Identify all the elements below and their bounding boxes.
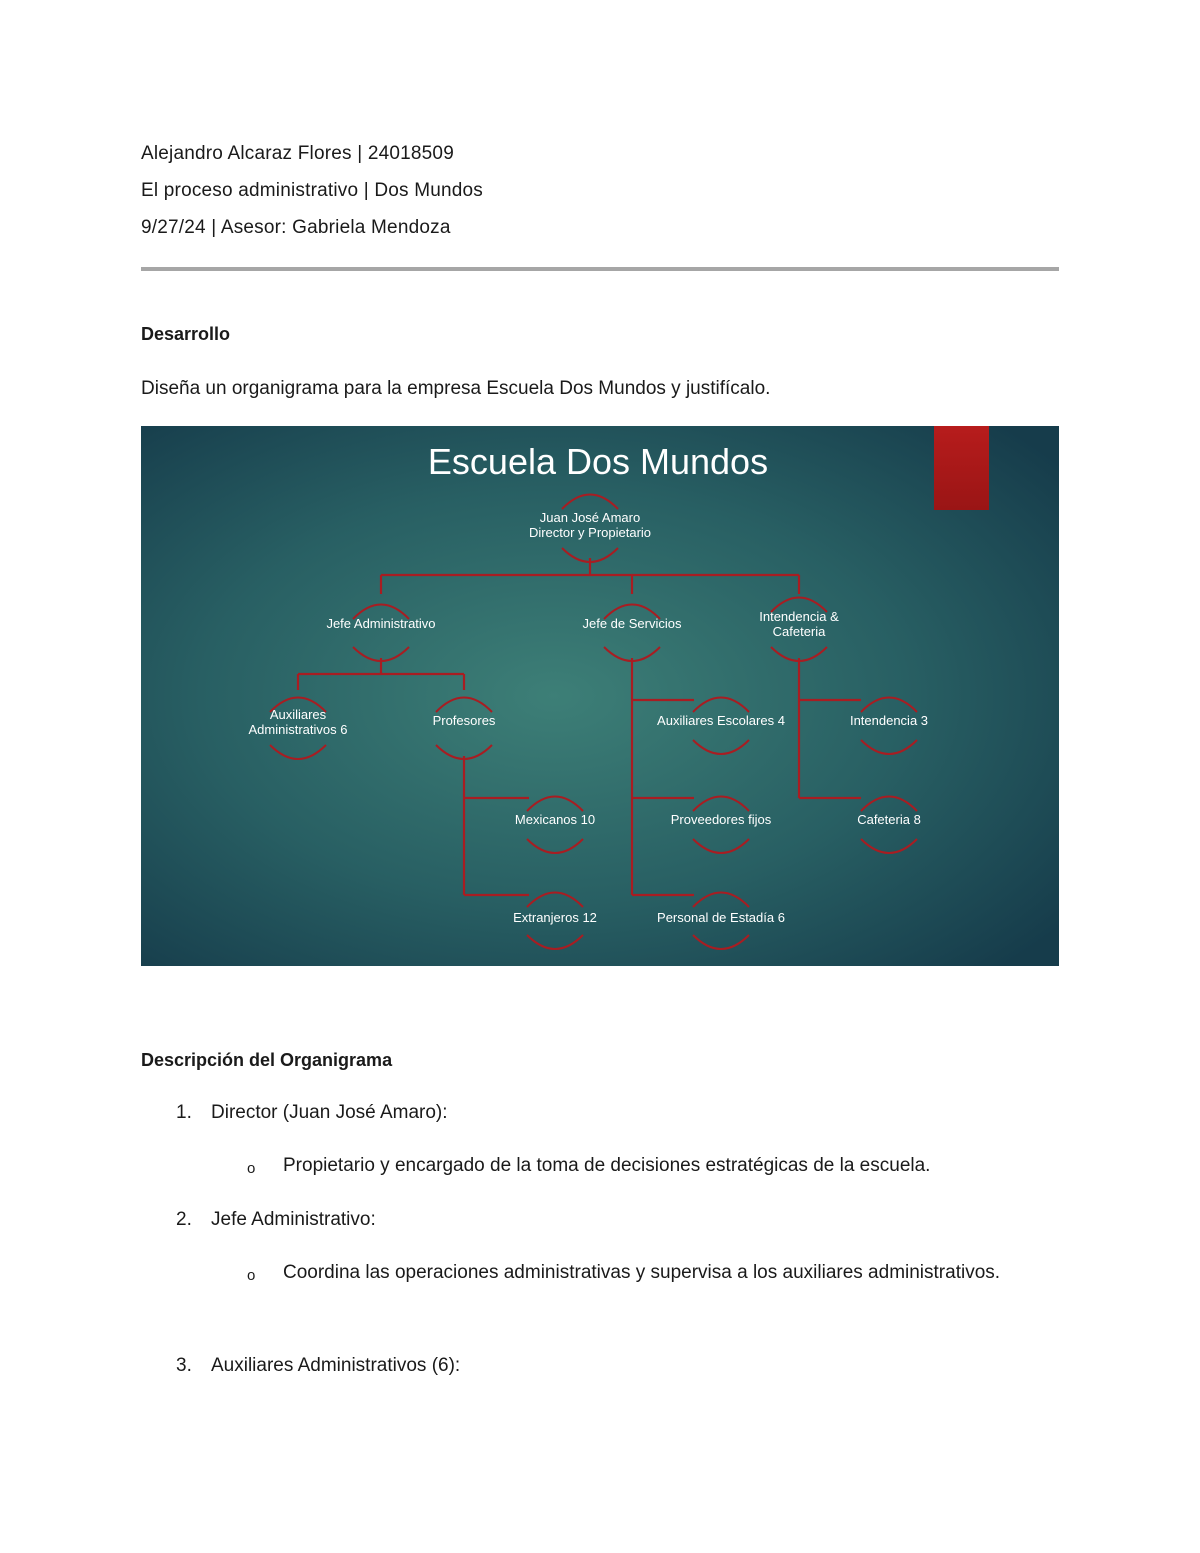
bullet-marker: o — [247, 1160, 256, 1177]
node-intendencia-cafeteria-l2: Cafeteria — [772, 624, 826, 639]
node-cafeteria: Cafeteria 8 — [857, 812, 921, 827]
section-heading-desarrollo: Desarrollo — [141, 324, 231, 344]
accent-bar — [934, 426, 989, 510]
slide-background — [141, 426, 1059, 966]
list-item-bullet-1: Propietario y encargado de la toma de decisiones estratégicas de la escuela. — [283, 1155, 931, 1176]
header-course: El proceso administrativo | Dos Mundos — [141, 180, 484, 201]
node-mexicanos: Mexicanos 10 — [514, 812, 596, 827]
horizontal-rule — [141, 267, 1059, 271]
node-jefe-servicios: Jefe de Servicios — [582, 616, 682, 631]
node-auxiliares-admin-l2: Administrativos 6 — [248, 722, 348, 737]
list-item-title-1: Director (Juan José Amaro): — [211, 1102, 448, 1123]
node-director-role: Director y Propietario — [528, 525, 652, 540]
node-director-name: Juan José Amaro — [539, 510, 641, 525]
org-chart-image — [141, 426, 1059, 966]
list-item-number-3: 3. — [176, 1355, 192, 1376]
node-auxiliares-admin-l1: Auxiliares — [269, 707, 327, 722]
list-item-number-1: 1. — [176, 1102, 192, 1123]
section-heading-descripcion: Descripción del Organigrama — [141, 1050, 393, 1070]
node-profesores: Profesores — [432, 713, 496, 728]
node-intendencia: Intendencia 3 — [849, 713, 929, 728]
node-proveedores: Proveedores fijos — [670, 812, 772, 827]
node-intendencia-cafeteria-l1: Intendencia & — [759, 609, 839, 624]
node-auxiliares-escolares: Auxiliares Escolares 4 — [657, 713, 785, 728]
header-date-advisor: 9/27/24 | Asesor: Gabriela Mendoza — [141, 217, 451, 238]
org-chart-title: Escuela Dos Mundos — [427, 441, 769, 482]
assignment-prompt: Diseña un organigrama para la empresa Escuela Dos Mundos y justifícalo. — [141, 378, 771, 399]
bullet-marker: o — [247, 1267, 256, 1284]
list-item-title-3: Auxiliares Administrativos (6): — [211, 1355, 461, 1376]
node-personal-estadia: Personal de Estadía 6 — [657, 910, 785, 925]
node-extranjeros: Extranjeros 12 — [513, 910, 597, 925]
header-student: Alejandro Alcaraz Flores | 24018509 — [141, 143, 454, 164]
list-item-title-2: Jefe Administrativo: — [211, 1209, 376, 1230]
list-item-number-2: 2. — [176, 1209, 192, 1230]
list-item-bullet-2: Coordina las operaciones administrativas y supervisa a los auxiliares administrativos. — [283, 1262, 1001, 1283]
node-jefe-administrativo: Jefe Administrativo — [326, 616, 436, 631]
